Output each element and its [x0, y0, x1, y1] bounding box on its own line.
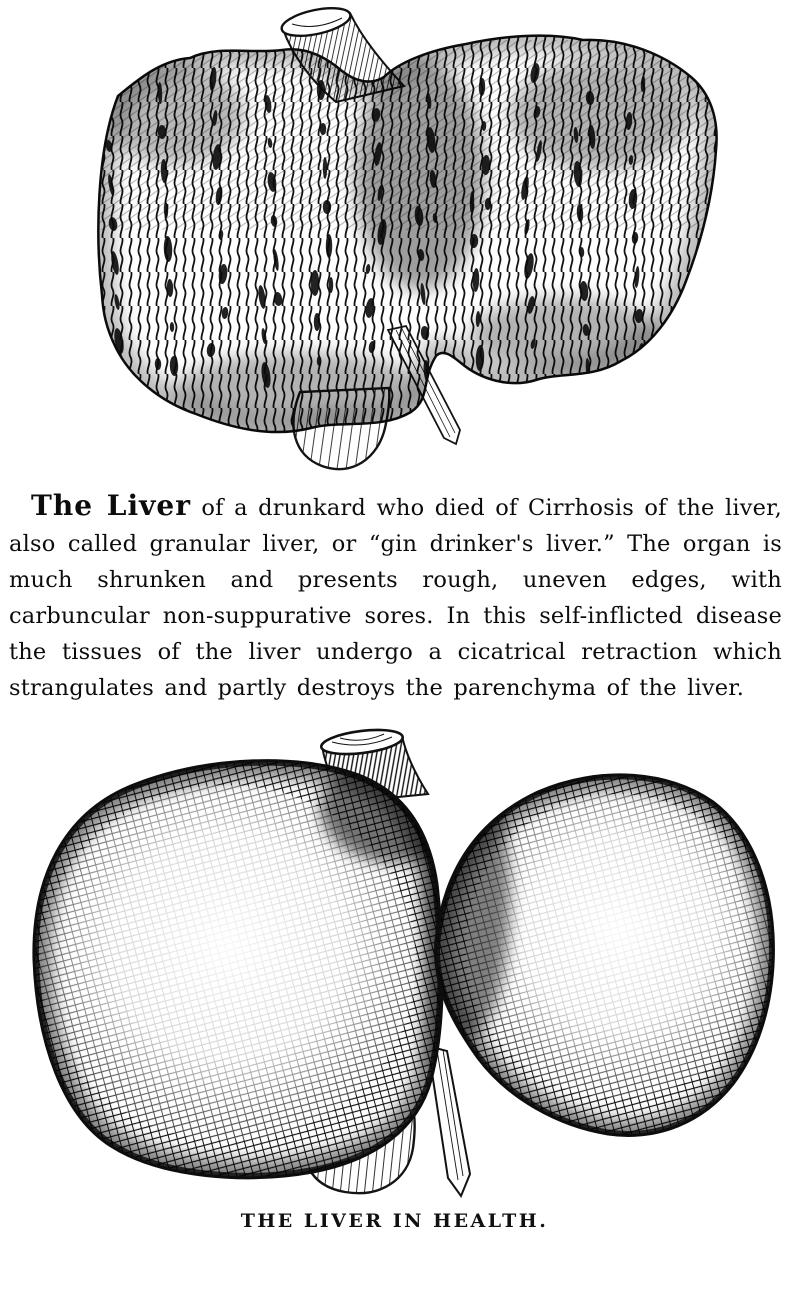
cirrhotic-liver-figure	[0, 0, 789, 482]
healthy-liver-engraving	[0, 728, 789, 1204]
description-paragraph	[0, 488, 789, 706]
paragraph-lead: The Liver	[31, 489, 191, 522]
right-lobe	[425, 758, 785, 1158]
left-lobe	[20, 738, 470, 1198]
cirrhotic-liver-engraving	[0, 0, 789, 482]
figure-caption: THE LIVER IN HEALTH.	[240, 1210, 549, 1232]
healthy-liver-figure	[0, 728, 789, 1204]
paragraph-body: of a drunkard who died of Cirrhosis of the liver, also called granular liver, or “gin drinker's liver.” The organ is much shrunken and presents rough, uneven edges, with carbuncular non-suppurative sores. In this self-inflicted disease the tissues of the liver undergo a cicatrical retraction which strangulates and partly destroys the parenchyma of the liver.	[9, 495, 782, 701]
